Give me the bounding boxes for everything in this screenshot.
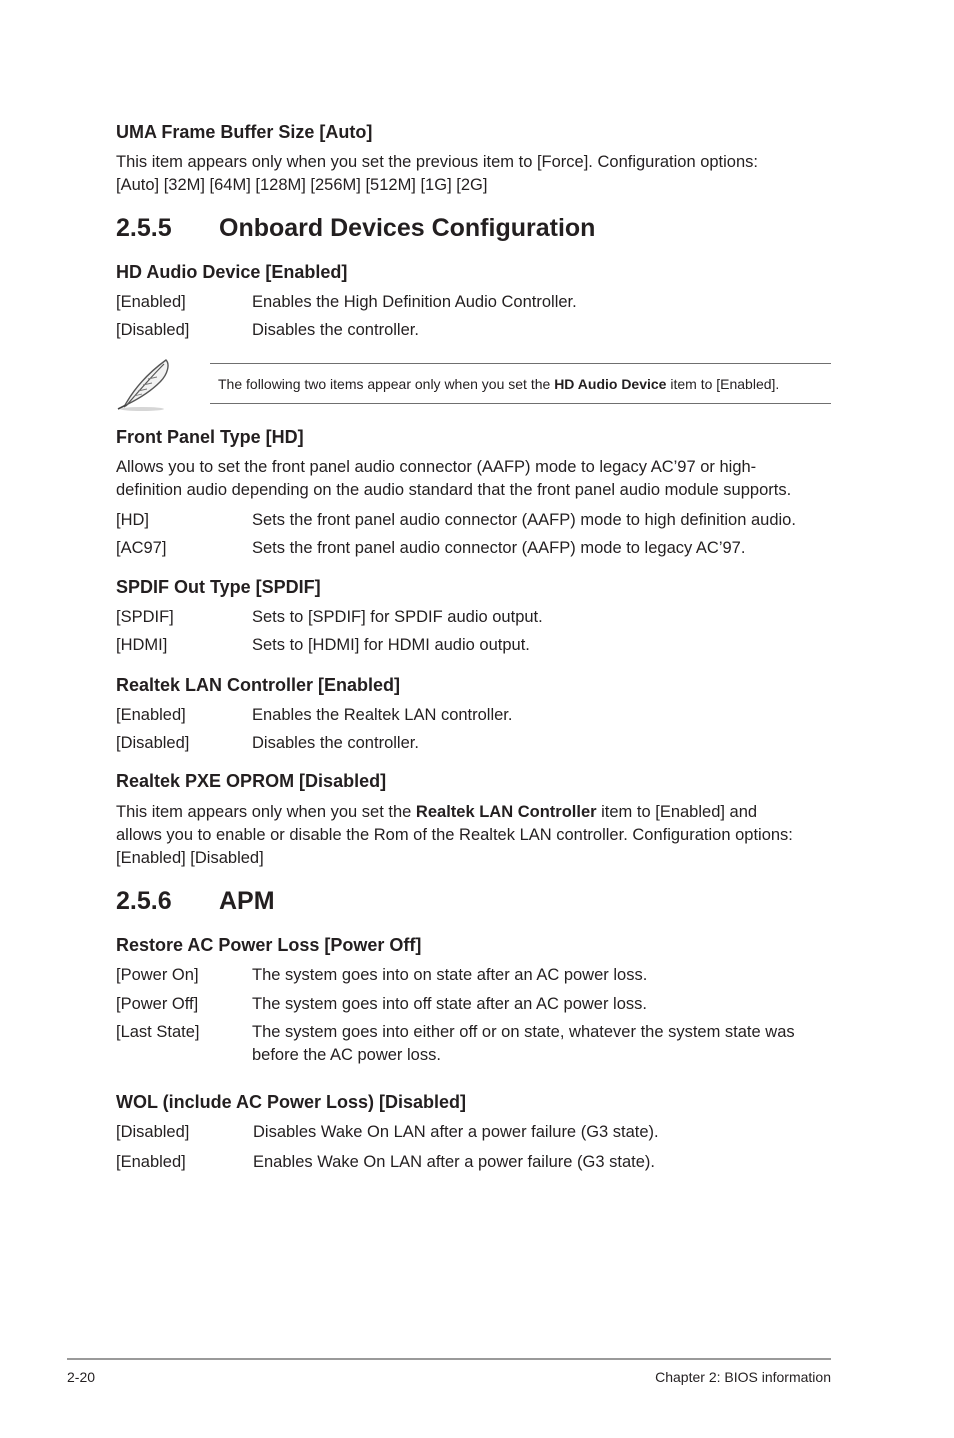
page-number: 2-20 [67, 1369, 96, 1385]
chapter-title: Chapter 2: BIOS information [655, 1369, 831, 1385]
option-desc: The system goes into off state after an AC power loss. [252, 995, 647, 1013]
section-title: APM [219, 887, 275, 915]
option-desc: The system goes into on state after an AC power loss. [252, 966, 648, 984]
pxe-desc-line3: [Enabled] [Disabled] [116, 849, 264, 867]
uma-frame-buffer-heading: UMA Frame Buffer Size [Auto] [116, 122, 373, 142]
restore-ac-heading: Restore AC Power Loss [Power Off] [116, 935, 422, 955]
section-heading-onboard-devices [116, 213, 595, 243]
option-desc-line2: before the AC power loss. [252, 1046, 441, 1064]
pxe-oprom-desc [116, 801, 793, 870]
pxe-bold-term: Realtek LAN Controller [415, 803, 597, 821]
pxe-text-part: item to [Enabled] and [596, 803, 758, 821]
option-key: [Disabled] [116, 734, 190, 752]
note-text [218, 375, 779, 393]
uma-frame-buffer-desc [116, 151, 758, 197]
pxe-desc-line1 [116, 801, 793, 824]
option-key: [Enabled] [116, 706, 186, 724]
note-top-rule [210, 363, 831, 364]
option-key: [Enabled] [116, 293, 186, 311]
option-key: [HD] [116, 511, 149, 529]
feather-pen-icon [112, 352, 176, 412]
pxe-desc-line2: allows you to enable or disable the Rom of the Realtek LAN controller. Configuration options: [116, 826, 793, 844]
option-key: [AC97] [116, 539, 167, 557]
option-key: [Enabled] [116, 1153, 186, 1171]
option-desc: Sets to [SPDIF] for SPDIF audio output. [252, 608, 543, 626]
option-key: [Power Off] [116, 995, 199, 1013]
note-text-part: item to [Enabled]. [666, 376, 780, 392]
front-panel-heading: Front Panel Type [HD] [116, 427, 304, 447]
option-key: [SPDIF] [116, 608, 174, 626]
option-key: [Disabled] [116, 321, 190, 339]
footer-rule [67, 1358, 831, 1360]
front-panel-desc-line2: definition audio depending on the audio standard that the front panel audio module supports. [116, 481, 792, 499]
option-desc: Disables the controller. [252, 734, 419, 752]
option-desc: Sets the front panel audio connector (AAFP) mode to high definition audio. [252, 511, 796, 529]
option-desc [252, 1021, 795, 1067]
option-key: [Power On] [116, 966, 199, 984]
uma-desc-line2: [Auto] [32M] [64M] [128M] [256M] [512M] [1G] [2G] [116, 176, 488, 194]
option-desc: Disables Wake On LAN after a power failure (G3 state). [253, 1123, 659, 1141]
section-number: 2.5.6 [116, 887, 172, 915]
option-key: [Last State] [116, 1023, 200, 1041]
wol-heading: WOL (include AC Power Loss) [Disabled] [116, 1092, 467, 1112]
note-bold-term: HD Audio Device [554, 376, 667, 392]
option-desc: Enables Wake On LAN after a power failure (G3 state). [253, 1153, 655, 1171]
pxe-text-part: This item appears only when you set the [116, 803, 416, 821]
option-desc: Sets the front panel audio connector (AAFP) mode to legacy AC’97. [252, 539, 746, 557]
pxe-oprom-heading: Realtek PXE OPROM [Disabled] [116, 771, 387, 791]
hd-audio-heading: HD Audio Device [Enabled] [116, 262, 348, 282]
option-desc: Sets to [HDMI] for HDMI audio output. [252, 636, 530, 654]
section-title: Onboard Devices Configuration [219, 214, 596, 242]
section-heading-apm [116, 886, 275, 916]
front-panel-desc-line1: Allows you to set the front panel audio connector (AAFP) mode to legacy AC’97 or high- [116, 458, 757, 476]
option-desc: Enables the Realtek LAN controller. [252, 706, 513, 724]
section-number: 2.5.5 [116, 214, 172, 242]
uma-desc-line1: This item appears only when you set the previous item to [Force]. Configuration options: [116, 153, 758, 171]
lan-controller-heading: Realtek LAN Controller [Enabled] [116, 675, 401, 695]
note-bottom-rule [210, 403, 831, 404]
front-panel-desc [116, 456, 791, 502]
option-key: [HDMI] [116, 636, 168, 654]
option-desc-line1: The system goes into either off or on state, whatever the system state was [252, 1023, 795, 1041]
note-text-part: The following two items appear only when you set the [218, 376, 555, 392]
option-key: [Disabled] [116, 1123, 190, 1141]
option-desc: Disables the controller. [252, 321, 419, 339]
option-desc: Enables the High Definition Audio Controller. [252, 293, 577, 311]
spdif-heading: SPDIF Out Type [SPDIF] [116, 577, 321, 597]
